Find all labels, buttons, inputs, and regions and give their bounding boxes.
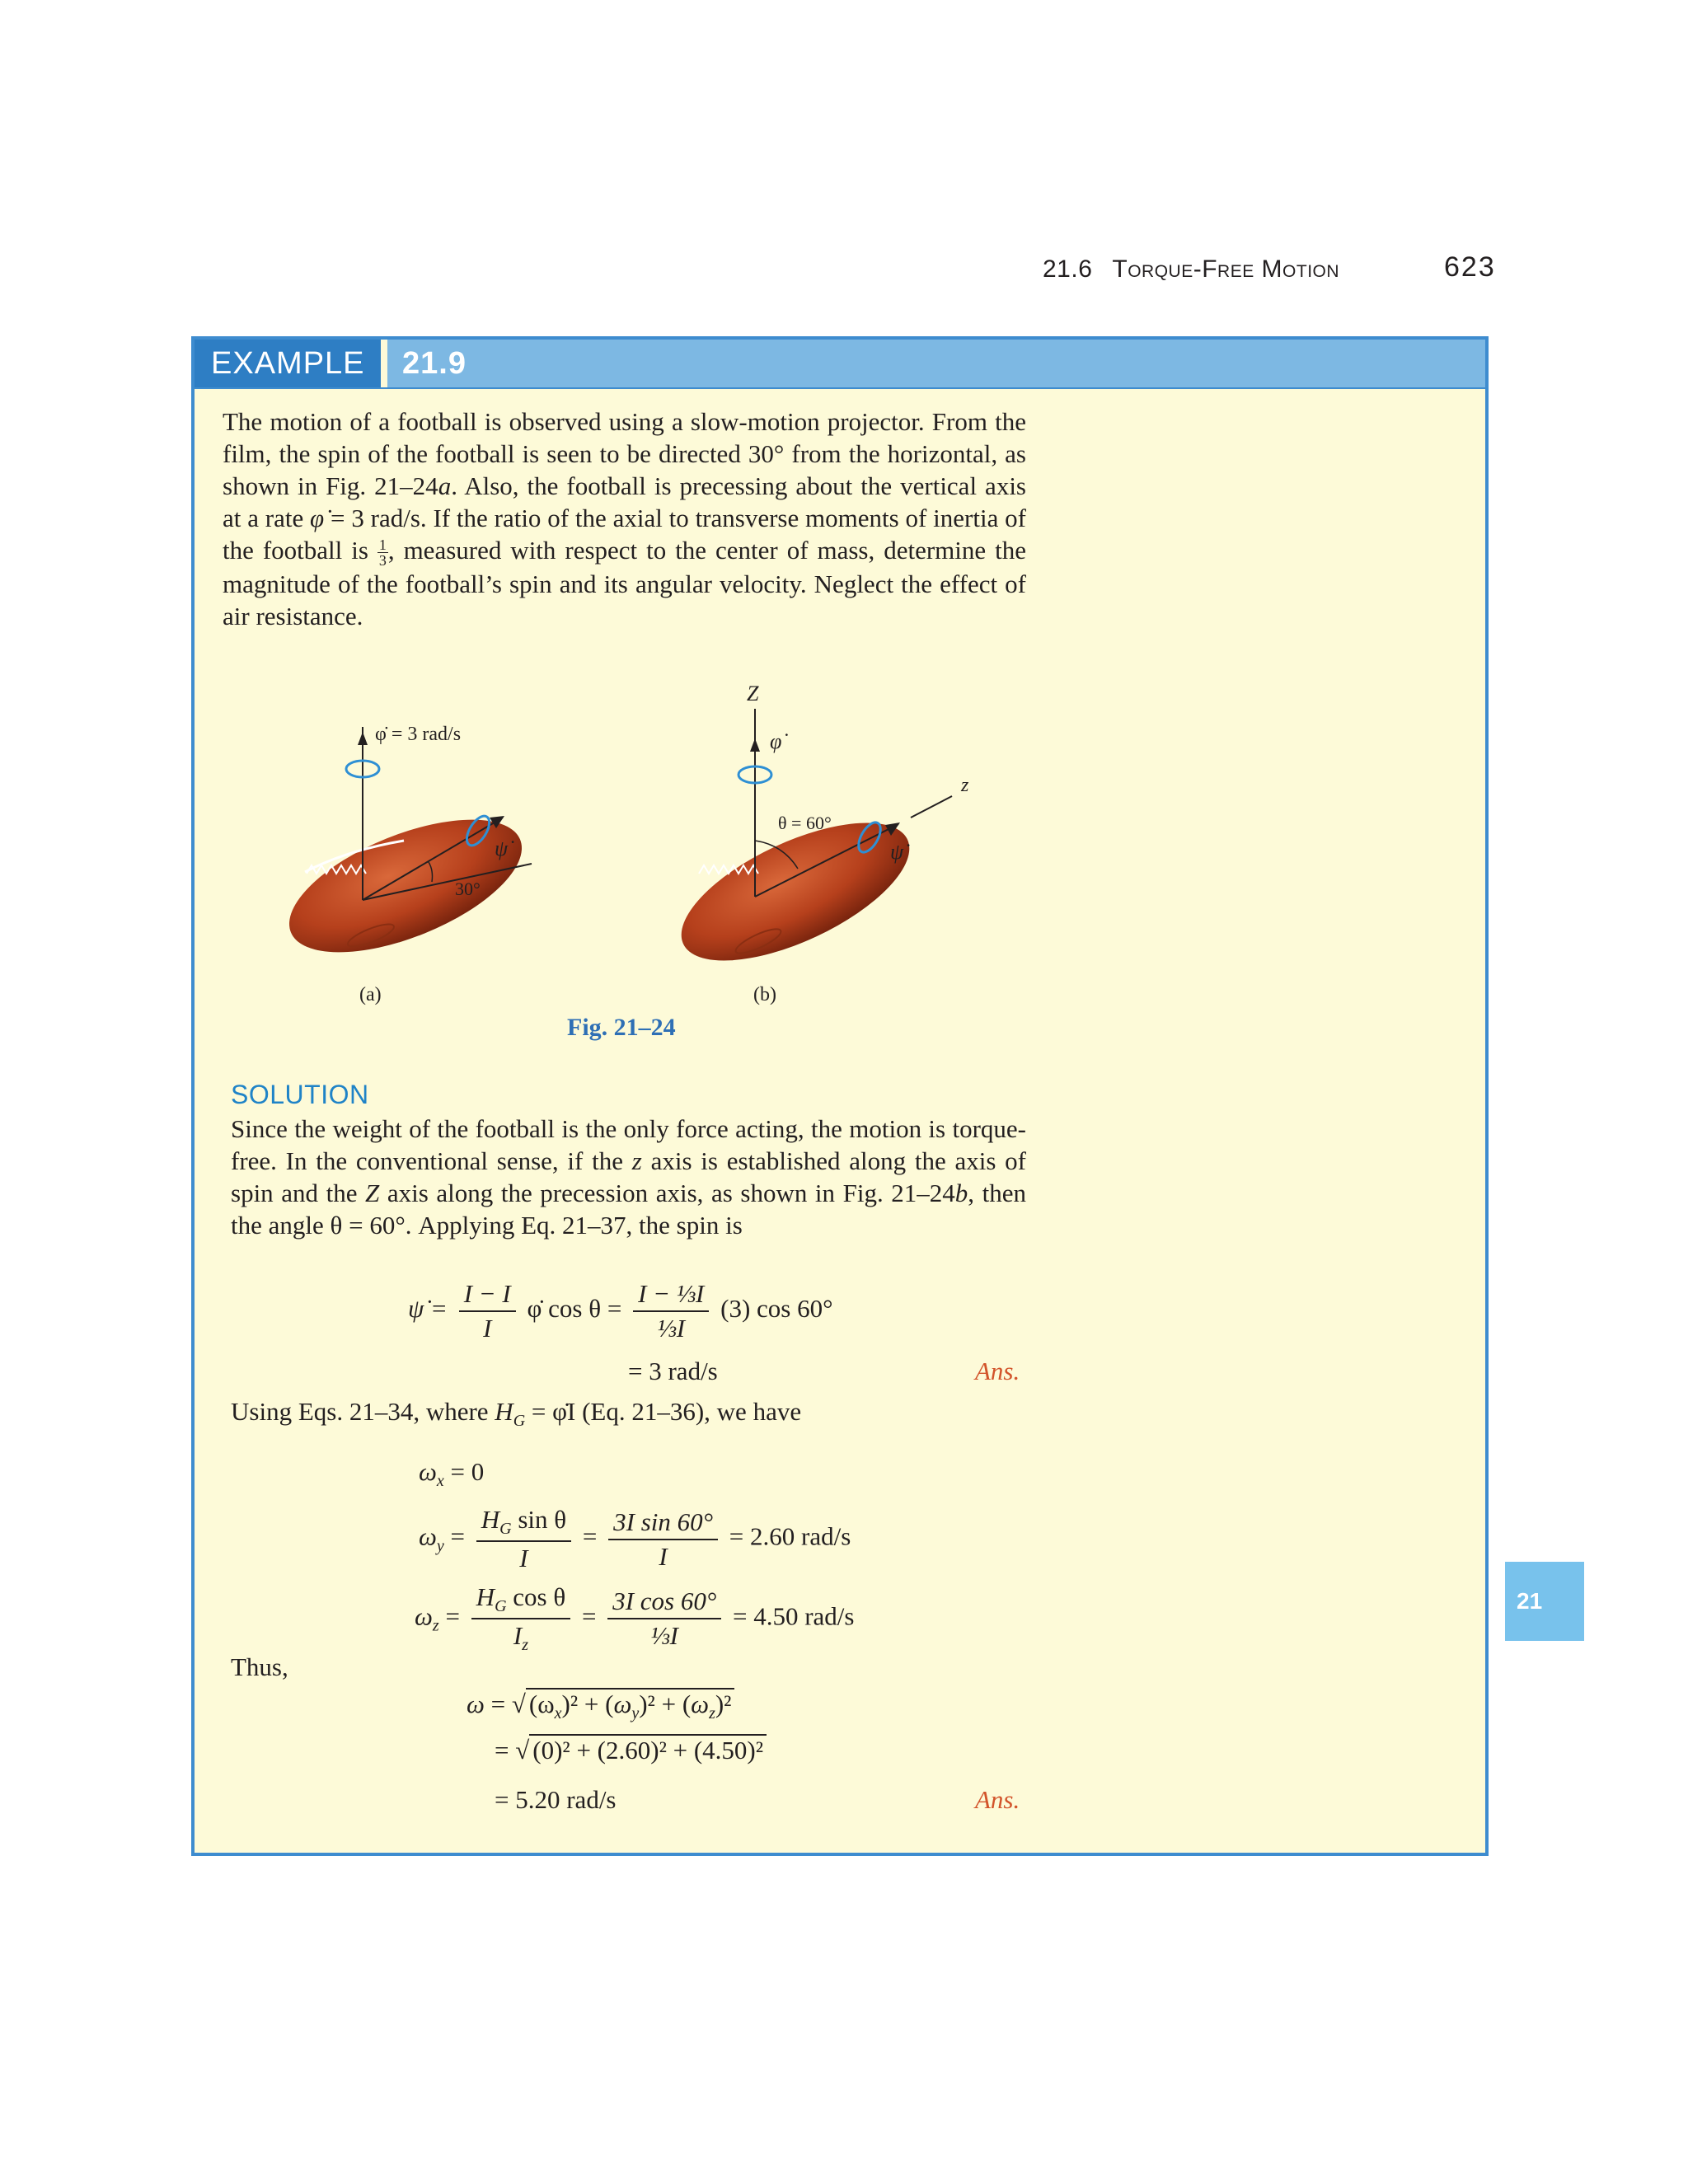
omega-z-num2: 3I cos 60° (607, 1586, 721, 1619)
answer-marker-2: Ans. (975, 1785, 1020, 1814)
problem-text-4: , measured with respect to the center of mass, determine the magnitude of the football’s spin and its angular velocity. Neglect the effect of air resistance. (223, 536, 1026, 631)
omega-mag-rhs-2: (0)² + (2.60)² + (4.50)² (529, 1734, 767, 1765)
omega-z-equation: $\omega_z$ = $\frac{H_G \cos \theta}{I_z}$ = $\frac{\text{3I cos 60°}}{\text{⅓I}}$ = 4.50 rad/s (415, 1582, 855, 1655)
omega-y-den: I (519, 1544, 528, 1573)
omega-magnitude-line-2: = √ (0)² + (2.60)² + (4.50)² (495, 1736, 767, 1765)
Z-arrowhead-b (750, 738, 760, 752)
solution-text-3: axis along the precession axis, as shown in Fig. 21–24 (379, 1179, 955, 1207)
problem-text-3: = 3 rad/s. If the ratio of the axial to transverse moments of inertia of the football is (223, 504, 1026, 565)
solution-text-2: axis is established along the axis of spin and the (231, 1146, 1026, 1207)
eq1-f1-den: I (483, 1314, 492, 1343)
omega-z-num: cos θ (513, 1582, 566, 1611)
spin-label-a: ψ̇ (495, 837, 509, 860)
omega-z-fraction-1: $\frac{H_G \cos \theta}{I_z}$ (471, 1582, 571, 1655)
omega-x-value: = 0 (450, 1457, 485, 1486)
omega-z-fraction-2 (607, 1586, 721, 1651)
eq1-lhs: ψ̇ = (408, 1294, 448, 1324)
section-title: Torque-Free Motion (1112, 255, 1340, 283)
rate-label-a: φ̇ = 3 rad/s (375, 724, 462, 745)
omega-y-den2: I (659, 1541, 668, 1571)
problem-fig-ref: a (438, 471, 452, 500)
eq1-tail: (3) cos 60° (720, 1294, 833, 1324)
solution-text-1: Since the weight of the football is the only force acting, the motion is torque-free. In the conventional sense, if the (231, 1114, 1026, 1175)
eq1-fraction-2 (633, 1279, 709, 1343)
omega-x-equation: $\omega_x = 0$ (419, 1457, 485, 1491)
omega-mag-rhs-1: (ω (528, 1690, 555, 1718)
label-b: (b) (753, 984, 776, 1005)
solution-text-5: . Applying Eq. 21–37, the spin is (405, 1211, 743, 1240)
Z-label-b: Z (747, 682, 759, 705)
spin-result: = 3 rad/s (628, 1357, 718, 1385)
figure-caption: Fig. 21–24 (567, 1014, 676, 1041)
problem-statement (223, 405, 1026, 632)
phi-label-b: φ̇ (770, 729, 782, 753)
label-a: (a) (359, 984, 382, 1005)
omega-magnitude-result: = 5.20 rad/s (495, 1785, 617, 1814)
page-number: 623 (1444, 251, 1496, 283)
theta-label-b: θ = 60° (778, 813, 832, 833)
solution-text-4: , then the angle (231, 1179, 1026, 1240)
example-label: EXAMPLE (195, 340, 381, 387)
eq1-mid: φ̇ cos θ = (527, 1294, 622, 1324)
problem-text-2: . Also, the football is precessing about the vertical axis at a rate (223, 471, 1026, 532)
omega-z-den: I (513, 1621, 523, 1651)
ratio-denominator: 3 (378, 552, 387, 569)
example-header (195, 340, 1485, 389)
chapter-tab: 21 (1505, 1562, 1584, 1641)
z-label-b: z (961, 775, 969, 796)
running-header (1043, 255, 1339, 284)
eq1-fraction-1 (459, 1279, 516, 1343)
thus-label: Thus, (231, 1652, 288, 1681)
arrowhead-a (358, 732, 368, 745)
answer-marker-1: Ans. (975, 1357, 1020, 1385)
omega-magnitude-line-1: ω = √ $(\omega_x)^2 + (\omega_y)^2 + (\omega_z)^2$ (467, 1690, 734, 1723)
omega-y-equation: $\omega_y$ = $\frac{H_G \sin \theta}{I}$ = $\frac{\text{3I sin 60°}}{I}$ = 2.60 rad/s (419, 1505, 851, 1573)
solution-text (231, 1113, 1026, 1241)
omega-y-fraction-1: $\frac{H_G \sin \theta}{I}$ (476, 1505, 571, 1573)
omega-z-result: = 4.50 rad/s (732, 1601, 855, 1631)
football-figure (247, 676, 1006, 1071)
using-text-1: Using Eqs. 21–34, where (231, 1397, 495, 1426)
using-line: Using Eqs. 21–34, where $H_G$ = φ̇I (Eq. 21–36), we have (231, 1397, 802, 1431)
eq1-f2-den: ⅓I (657, 1314, 686, 1343)
theta-equation: θ = 60° (330, 1211, 406, 1240)
omega-y-result: = 2.60 rad/s (729, 1521, 851, 1551)
eq1-f2-num: I − ⅓I (633, 1279, 709, 1312)
spin-label-b: ψ̇ (890, 840, 904, 864)
phi-dot-symbol: φ̇ (310, 504, 325, 532)
omega-y-num: sin θ (518, 1505, 567, 1534)
fig-b-ref: b (954, 1179, 968, 1207)
using-text-2: = φ̇I (Eq. 21–36), we have (525, 1397, 802, 1426)
problem-text-1: The motion of a football is observed using a slow-motion projector. From the film, the spin of the football is seen to be directed 30° from the horizontal, as shown in Fig. 21–24 (223, 407, 1026, 500)
eq1-f1-num: I − I (459, 1279, 516, 1312)
ratio-fraction (377, 537, 388, 568)
ratio-numerator: 1 (378, 537, 387, 554)
omega-y-fraction-2 (608, 1507, 718, 1572)
section-number: 21.6 (1043, 255, 1093, 283)
angle-label-a: 30° (455, 879, 481, 899)
HG-symbol: H (495, 1397, 513, 1426)
z-axis-symbol: z (631, 1146, 642, 1175)
Z-axis-symbol: Z (365, 1179, 380, 1207)
spin-equation (408, 1279, 833, 1343)
solution-heading: SOLUTION (231, 1080, 369, 1109)
omega-z-den2: ⅓I (650, 1621, 678, 1651)
example-header-divider (381, 340, 387, 387)
z-axis-extension-b (911, 796, 952, 818)
example-number: 21.9 (402, 346, 467, 381)
omega-y-num2: 3I sin 60° (608, 1507, 718, 1540)
